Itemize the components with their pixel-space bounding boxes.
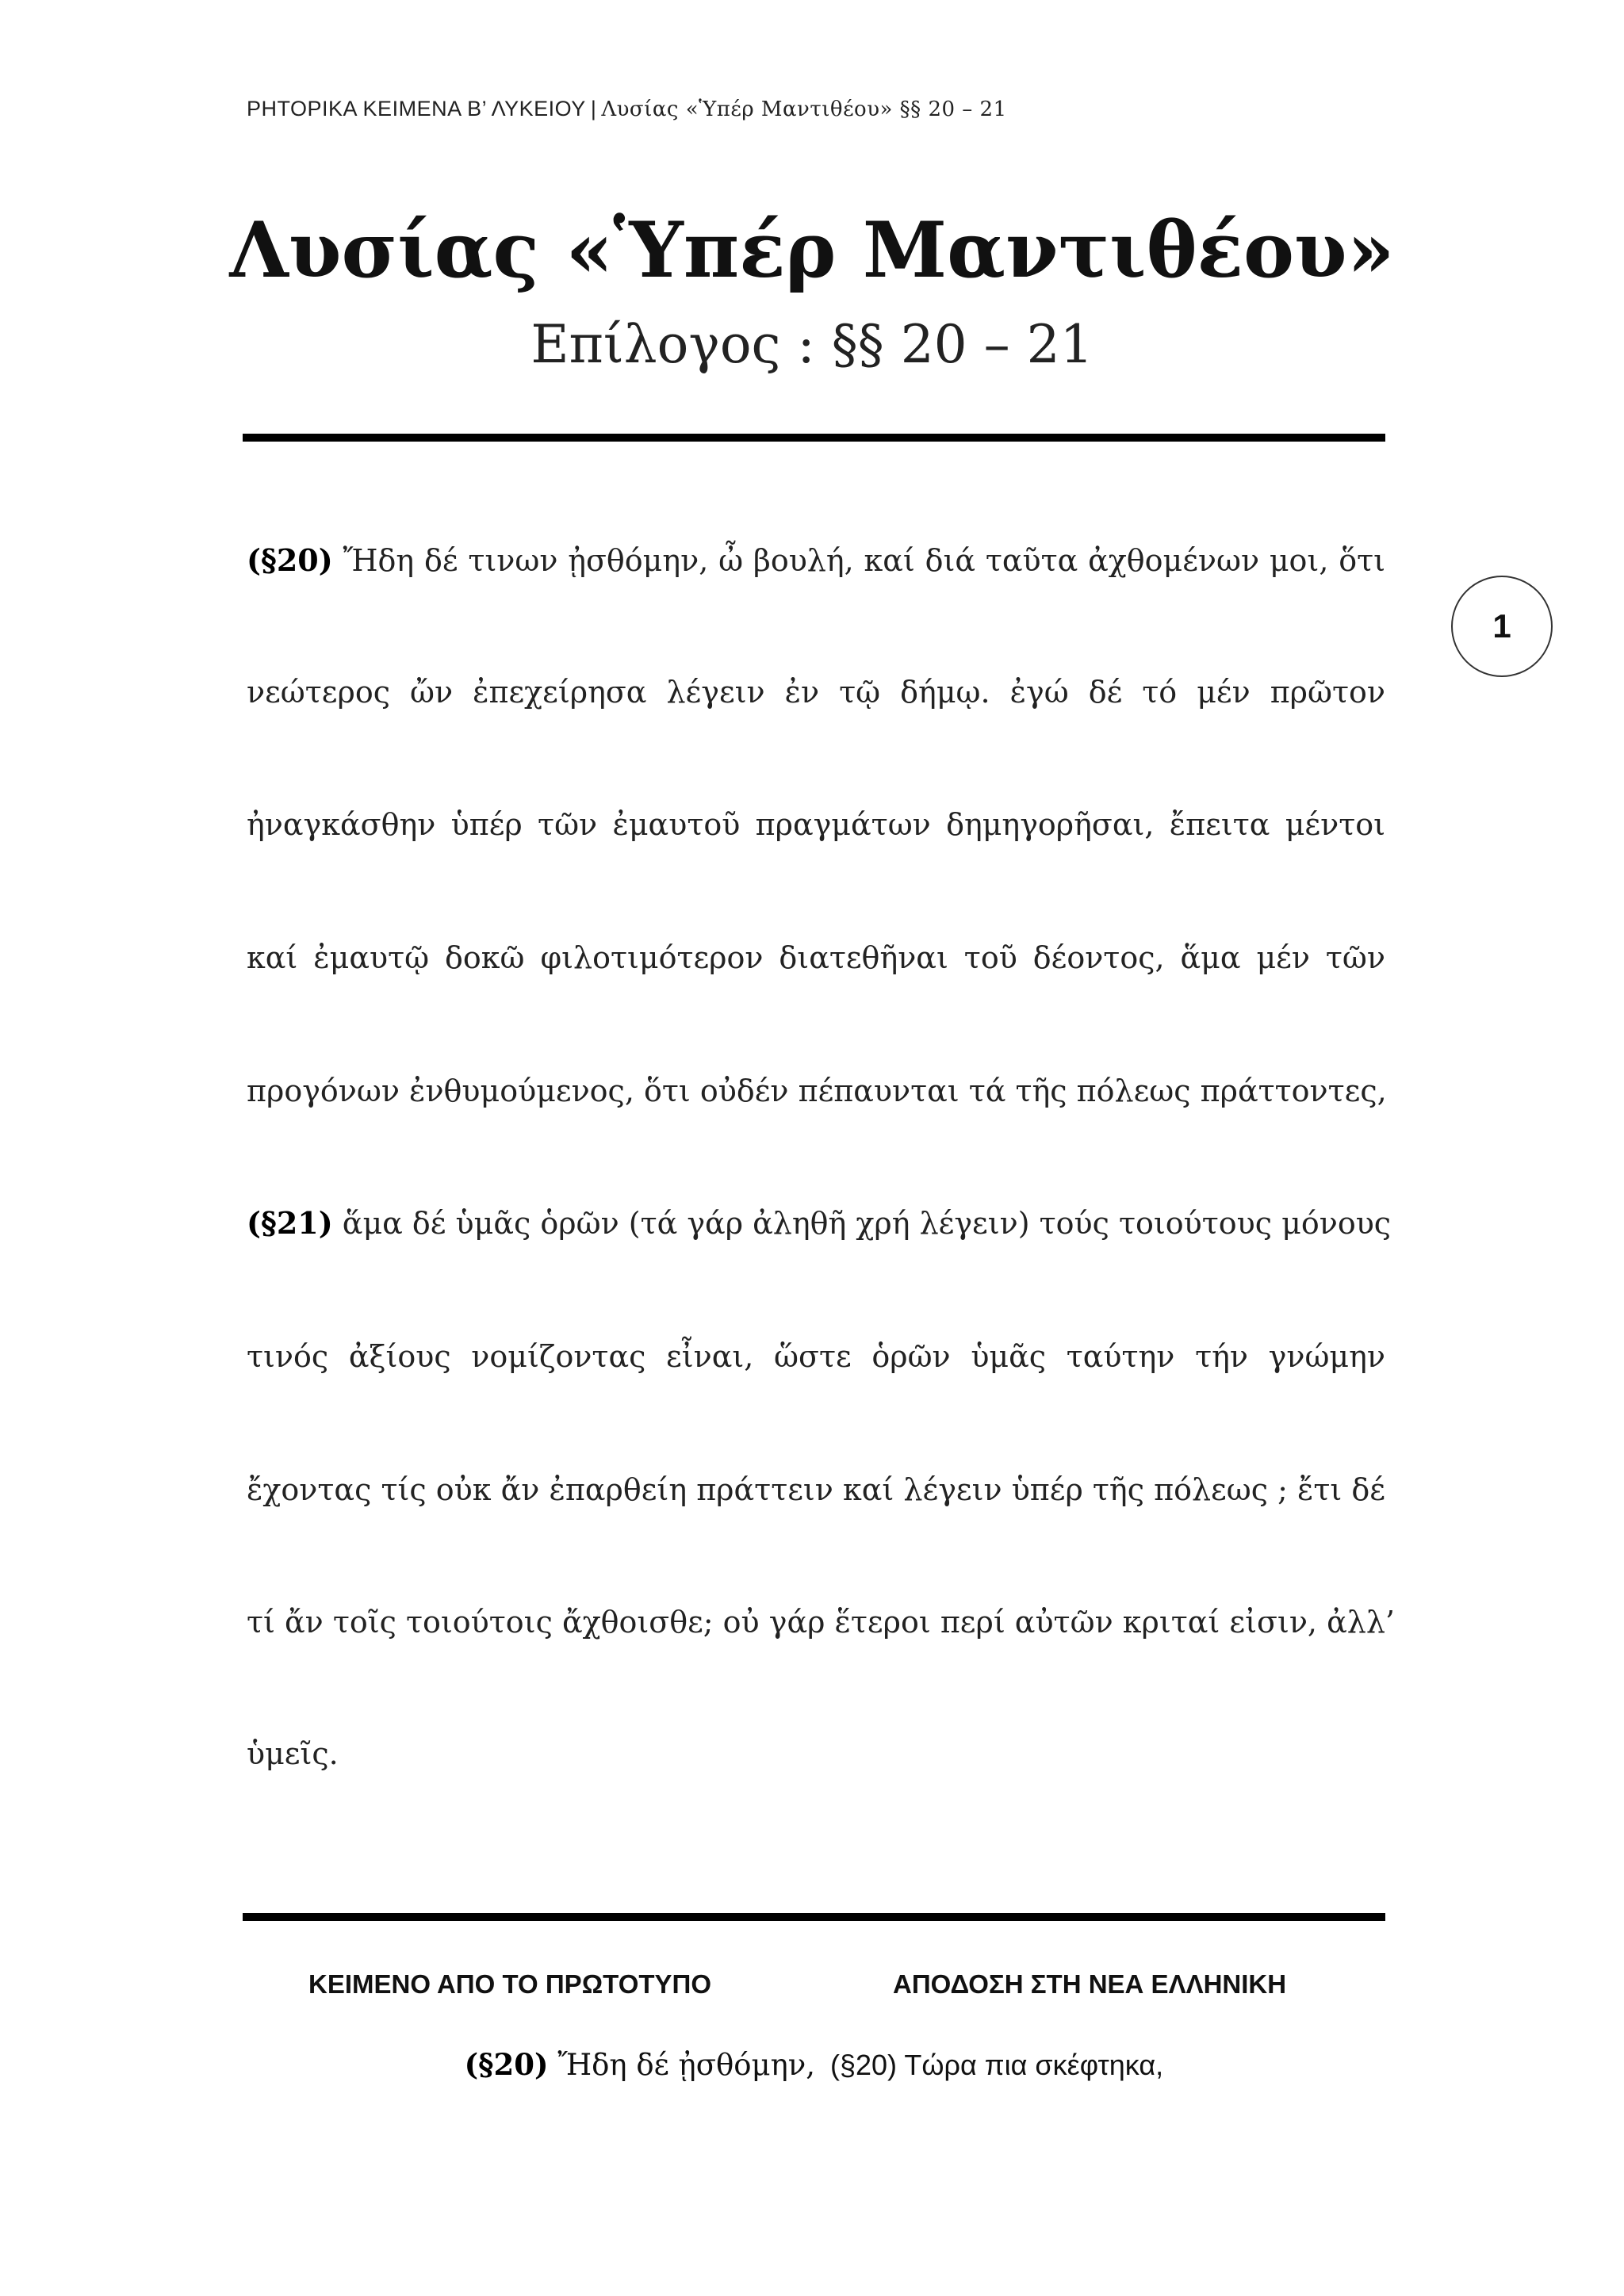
page-number-badge <box>1451 576 1553 677</box>
text-line <box>247 1472 1385 1507</box>
text-line <box>247 809 1385 840</box>
line-text: καί ἐμαυτῷ δοκῶ φιλοτιμότερον διατεθῆναι τοῦ δέοντος, ἅμα μέν τῶν <box>247 940 1385 975</box>
line-text: ὑμεῖς. <box>247 1736 339 1771</box>
original-text-heading: ΚΕΙΜΕΝΟ ΑΠΟ ΤΟ ΠΡΩΤΟΤΥΠΟ <box>308 1969 712 1999</box>
line-text: ἅμα δέ ὑμᾶς ὁρῶν (τά γάρ ἀληθῆ χρή λέγειν) τούς τοιούτους μόνους <box>332 1206 1392 1241</box>
top-divider <box>243 434 1385 442</box>
line-text: Ἤδη δέ τινων ᾐσθόμην, ὦ βουλή, καί διά ταῦτα ἀχθομένων μοι, ὅτι <box>332 543 1385 578</box>
page-number: 1 <box>1492 607 1511 645</box>
original-excerpt-text: Ἤδη δέ ᾐσθόμην, <box>548 2048 815 2082</box>
text-line <box>247 1736 1385 1771</box>
translation-excerpt: (§20) Τώρα πια σκέφτηκα, <box>830 2049 1164 2081</box>
line-text: προγόνων ἐνθυμούμενος, ὅτι οὐδέν πέπαυνται τά τῆς πόλεως πράττοντες, <box>247 1073 1387 1108</box>
paragraph-marker: (§20) <box>247 542 333 578</box>
text-line <box>247 542 1385 578</box>
running-header <box>247 97 1007 121</box>
page-subtitle: Επίλογος : §§ 20 – 21 <box>530 314 1094 375</box>
bottom-divider <box>243 1913 1385 1921</box>
text-line <box>247 1341 1385 1372</box>
text-line <box>247 675 1385 710</box>
translation-heading: ΑΠΟΔΟΣΗ ΣΤΗ ΝΕΑ ΕΛΛΗΝΙΚΗ <box>893 1969 1287 1999</box>
header-section-title: Λυσίας «Ὑπέρ Μαντιθέου» §§ 20 – 21 <box>601 98 1007 121</box>
line-text: νεώτερος ὤν ἐπεχείρησα λέγειν ἐν τῷ δήμῳ. ἐγώ δέ τό μέν πρῶτον <box>247 675 1385 710</box>
line-text: ἠναγκάσθην ὑπέρ τῶν ἐμαυτοῦ πραγμάτων δημηγορῆσαι, ἔπειτα μέντοι <box>247 807 1385 842</box>
text-line <box>247 1205 1392 1241</box>
text-line <box>247 940 1385 975</box>
paragraph-marker: (§21) <box>247 1205 333 1241</box>
text-line <box>247 1073 1387 1108</box>
header-book-title: ΡΗΤΟΡΙΚΑ ΚΕΙΜΕΝΑ Β’ ΛΥΚΕΙΟΥ <box>247 97 586 121</box>
header-separator: | <box>590 97 597 121</box>
line-text: τί ἄν τοῖς τοιούτοις ἄχθοισθε; οὐ γάρ ἕτεροι περί αὐτῶν κριταί εἰσιν, ἀλλ’ <box>247 1605 1395 1640</box>
line-text: τινός ἀξίους νομίζοντας εἶναι, ὥστε ὁρῶν ὑμᾶς ταύτην τήν γνώμην <box>247 1339 1385 1374</box>
line-text: ἔχοντας τίς οὐκ ἄν ἐπαρθείη πράττειν καί λέγειν ὑπέρ τῆς πόλεως ; ἔτι δέ <box>247 1472 1385 1507</box>
page-title: Λυσίας «Ὑπέρ Μαντιθέου» <box>229 205 1395 295</box>
text-line <box>247 1605 1395 1640</box>
original-text-excerpt <box>465 2047 815 2082</box>
paragraph-marker: (§20) <box>464 2047 549 2082</box>
